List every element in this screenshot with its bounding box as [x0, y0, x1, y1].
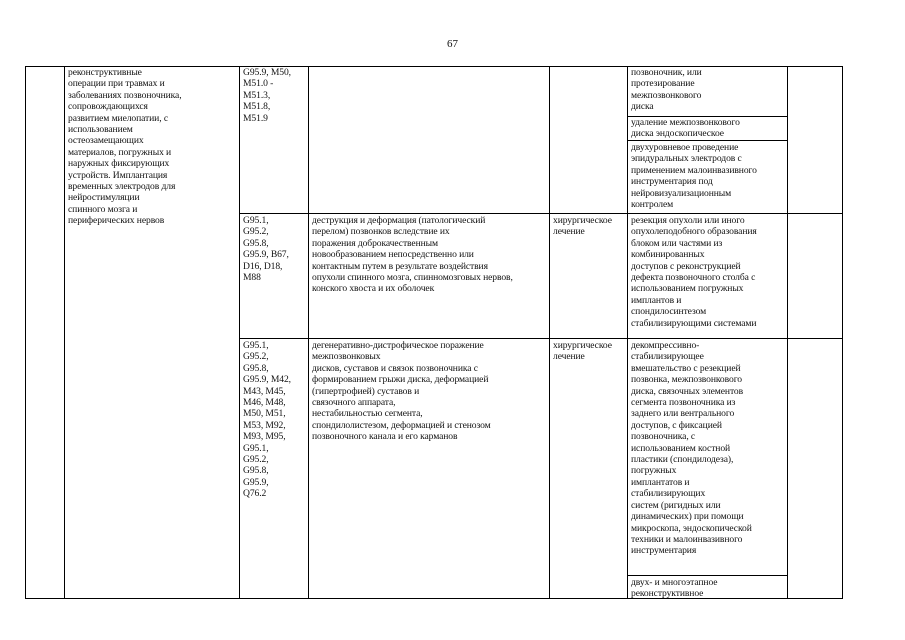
col-border	[64, 66, 65, 599]
col-border	[549, 66, 550, 599]
method-separator	[627, 575, 788, 576]
row-separator	[239, 338, 843, 339]
col-border	[842, 66, 843, 599]
icd-codes-row-3: G95.1, G95.2, G95.8, G95.9, M42, M43, M45, M46, M48, M50, M51, M53, M92, M93, M95, G95.1, G95.2, G95.8, G95.9, Q76.2	[243, 340, 291, 500]
method-row-3-a: декомпрессивно- стабилизирующее вмешательство с резекцией позвонка, межпозвонкового диска, связочных элементов сегмента позвоночника из заднего или вентрального доступов, с фиксацией позвоночника, с использованием костной пластики (спондилодеза), погружных имплантатов и стабилизирующих систем (ригидных или динамических) при помощи микроскопа, эндоскопической техники и малоинвазивного инструментария	[631, 340, 752, 557]
diagnosis-row-3: дегенеративно-дистрофическое поражение межпозвонковых дисков, суставов и связок позвоночника с формированием грыжи диска, деформацией (гипертрофией) суставов и связочного аппарата, нестабильностью сегмента, спондилолистезом, деформацией и стенозом позвоночного канала и его карманов	[312, 340, 491, 443]
treatment-row-3: хирургическое лечение	[553, 340, 612, 363]
method-row-1-c: двухуровневое проведение эпидуральных электродов с применением малоинвазивного инструментария под нейровизуализационным контролем	[631, 142, 757, 211]
icd-codes-row-1: G95.9, M50, M51.0 - M51.3, M51.8, M51.9	[243, 67, 291, 124]
treatment-row-2: хирургическое лечение	[553, 215, 612, 238]
procedure-description: реконструктивные операции при травмах и заболеваниях позвоночника, сопровождающихся развитием миелопатии, с использованием остеозамещающих материалов, погружных и наружных фиксирующих устройств. Имплантация временных электродов для нейростимуляции спинного мозга и периферических нервов	[68, 67, 182, 227]
page-number: 67	[447, 38, 458, 50]
method-separator	[627, 140, 788, 141]
icd-codes-row-2: G95.1, G95.2, G95.8, G95.9, B67, D16, D18, M88	[243, 215, 289, 284]
diagnosis-row-2: деструкция и деформация (патологический перелом) позвонков вследствие их поражения доброкачественным новообразованием непосредственно или контактным путем в результате воздействия опухоли спинного мозга, спинномозговых нервов, конского хвоста и их оболочек	[312, 215, 513, 295]
col-border	[25, 66, 26, 599]
col-border	[239, 66, 240, 599]
method-row-3-b: двух- и многоэтапное реконструктивное	[631, 577, 718, 600]
method-row-1-b: удаление межпозвонкового диска эндоскопическое	[631, 117, 740, 140]
col-border	[627, 66, 628, 599]
method-row-1-a: позвоночник, или протезирование межпозвонкового диска	[631, 67, 702, 113]
method-row-2: резекция опухоли или иного опухолеподобного образования блоком или частями из комбинированных доступов с реконструкцией дефекта позвоночного столба с использованием погружных имплантов и спондилосинтезом стабилизирующими системами	[631, 215, 757, 329]
col-border	[308, 66, 309, 599]
row-separator	[239, 213, 843, 214]
col-border	[787, 66, 788, 599]
